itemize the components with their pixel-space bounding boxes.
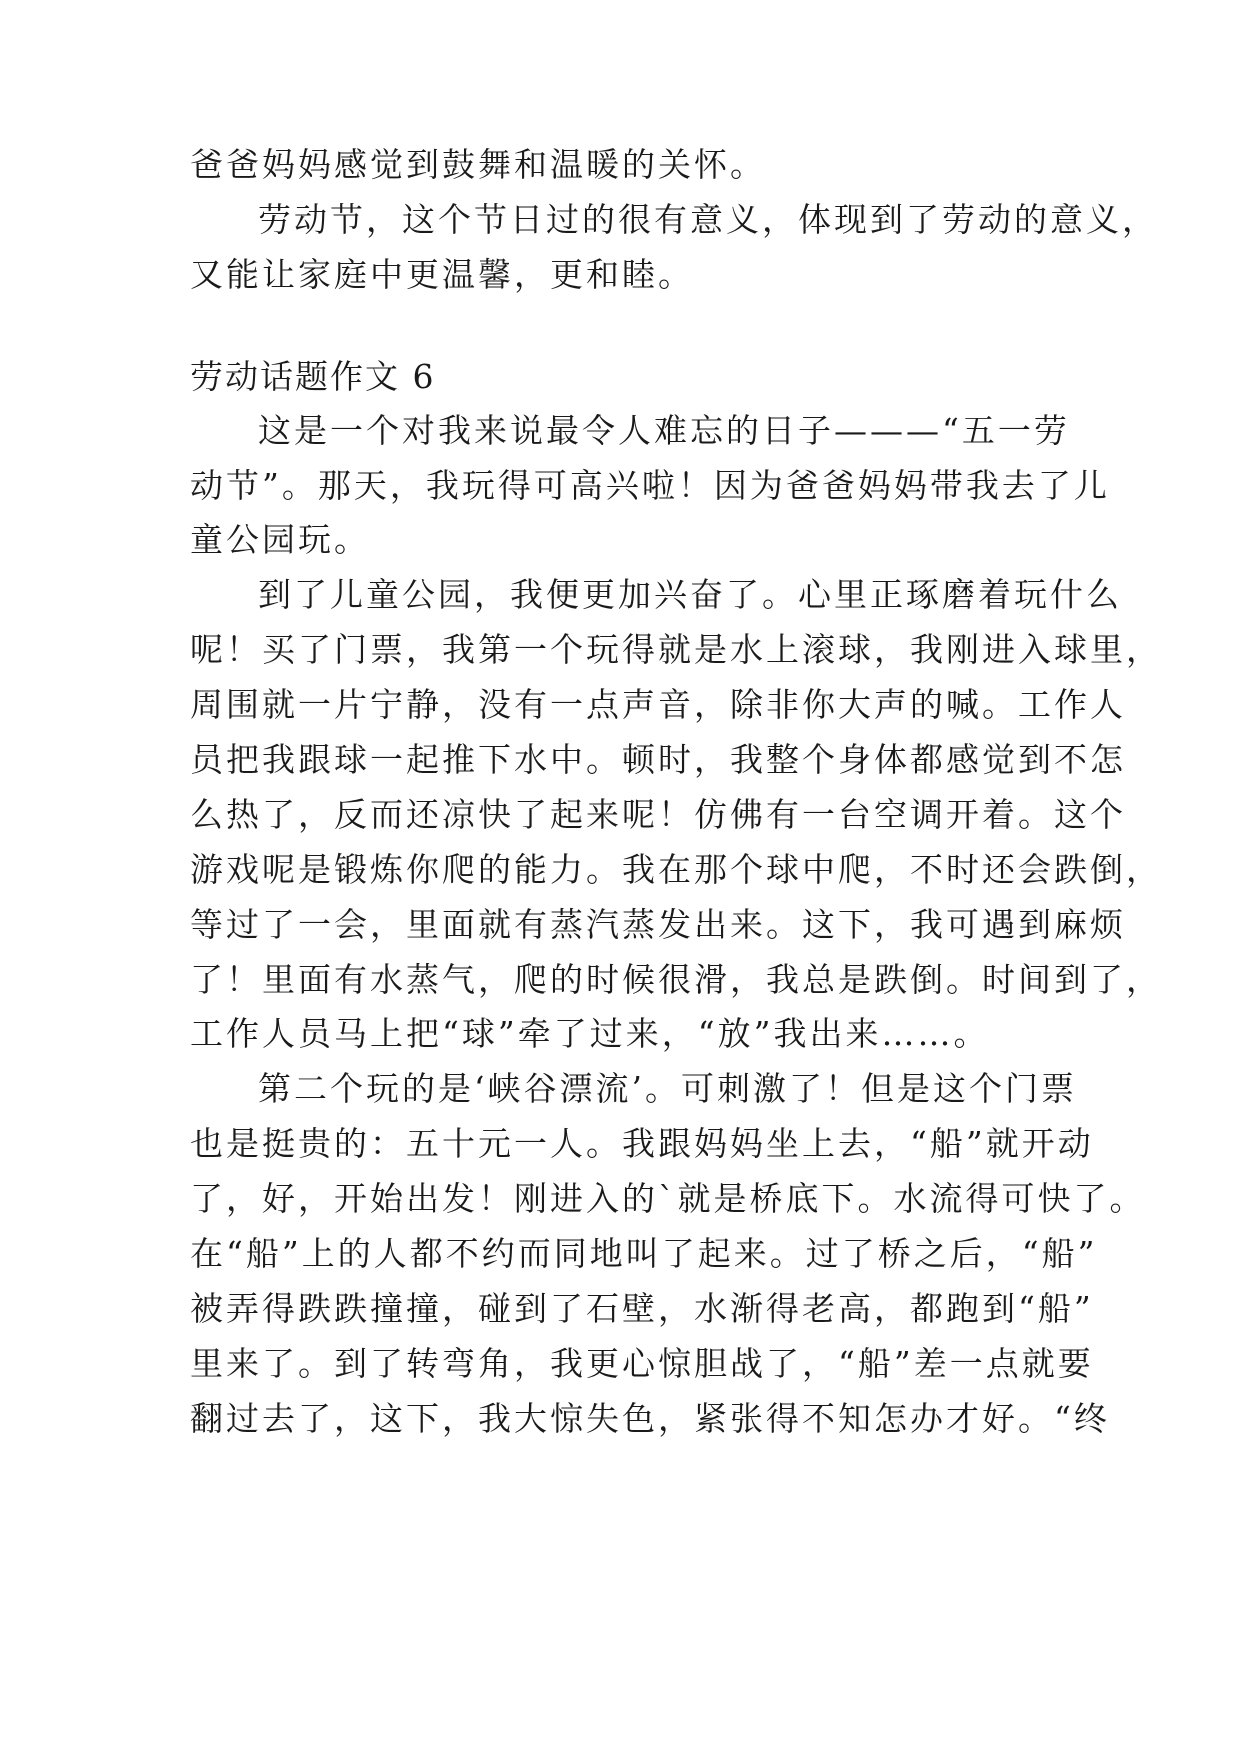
text-line: 动节”。那天，我玩得可高兴啦！因为爸爸妈妈带我去了儿 bbox=[190, 466, 1110, 505]
section-heading: 劳动话题作文 6 bbox=[190, 357, 436, 396]
paragraph-first-line: 第二个玩的是‘峡谷漂流’。可刺激了！但是这个门票 bbox=[258, 1069, 1077, 1108]
text-line: 呢！买了门票，我第一个玩得就是水上滚球，我刚进入球里， bbox=[190, 630, 1162, 669]
text-line: 被弄得跌跌撞撞，碰到了石壁，水渐得老高，都跑到“船” bbox=[190, 1289, 1094, 1328]
paragraph-first-line: 劳动节，这个节日过的很有意义，体现到了劳动的意义， bbox=[258, 200, 1158, 239]
text-line: 等过了一会，里面就有蒸汽蒸发出来。这下，我可遇到麻烦 bbox=[190, 905, 1126, 944]
text-line: 在“船”上的人都不约而同地叫了起来。过了桥之后，“船” bbox=[190, 1234, 1098, 1273]
text-line: 么热了，反而还凉快了起来呢！仿佛有一台空调开着。这个 bbox=[190, 795, 1126, 834]
text-line: 爸爸妈妈感觉到鼓舞和温暖的关怀。 bbox=[190, 145, 766, 184]
text-line: 工作人员马上把“球”牵了过来，“放”我出来……。 bbox=[190, 1014, 990, 1053]
text-line: 了，好，开始出发！刚进入的`就是桥底下。水流得可快了。 bbox=[190, 1179, 1146, 1218]
text-line: 翻过去了，这下，我大惊失色，紧张得不知怎办才好。“终 bbox=[190, 1399, 1110, 1438]
text-line: 里来了。到了转弯角，我更心惊胆战了，“船”差一点就要 bbox=[190, 1344, 1094, 1383]
text-line: 又能让家庭中更温馨，更和睦。 bbox=[190, 255, 694, 294]
text-line: 周围就一片宁静，没有一点声音，除非你大声的喊。工作人 bbox=[190, 685, 1126, 724]
text-line: 也是挺贵的：五十元一人。我跟妈妈坐上去，“船”就开动 bbox=[190, 1124, 1094, 1163]
paragraph-first-line: 到了儿童公园，我便更加兴奋了。心里正琢磨着玩什么 bbox=[258, 575, 1122, 614]
text-line: 童公园玩。 bbox=[190, 520, 370, 559]
text-line: 了！里面有水蒸气，爬的时候很滑，我总是跌倒。时间到了， bbox=[190, 960, 1162, 999]
text-line: 游戏呢是锻炼你爬的能力。我在那个球中爬，不时还会跌倒， bbox=[190, 850, 1162, 889]
paragraph-first-line: 这是一个对我来说最令人难忘的日子———“五一劳 bbox=[258, 411, 1070, 450]
text-line: 员把我跟球一起推下水中。顿时，我整个身体都感觉到不怎 bbox=[190, 740, 1126, 779]
